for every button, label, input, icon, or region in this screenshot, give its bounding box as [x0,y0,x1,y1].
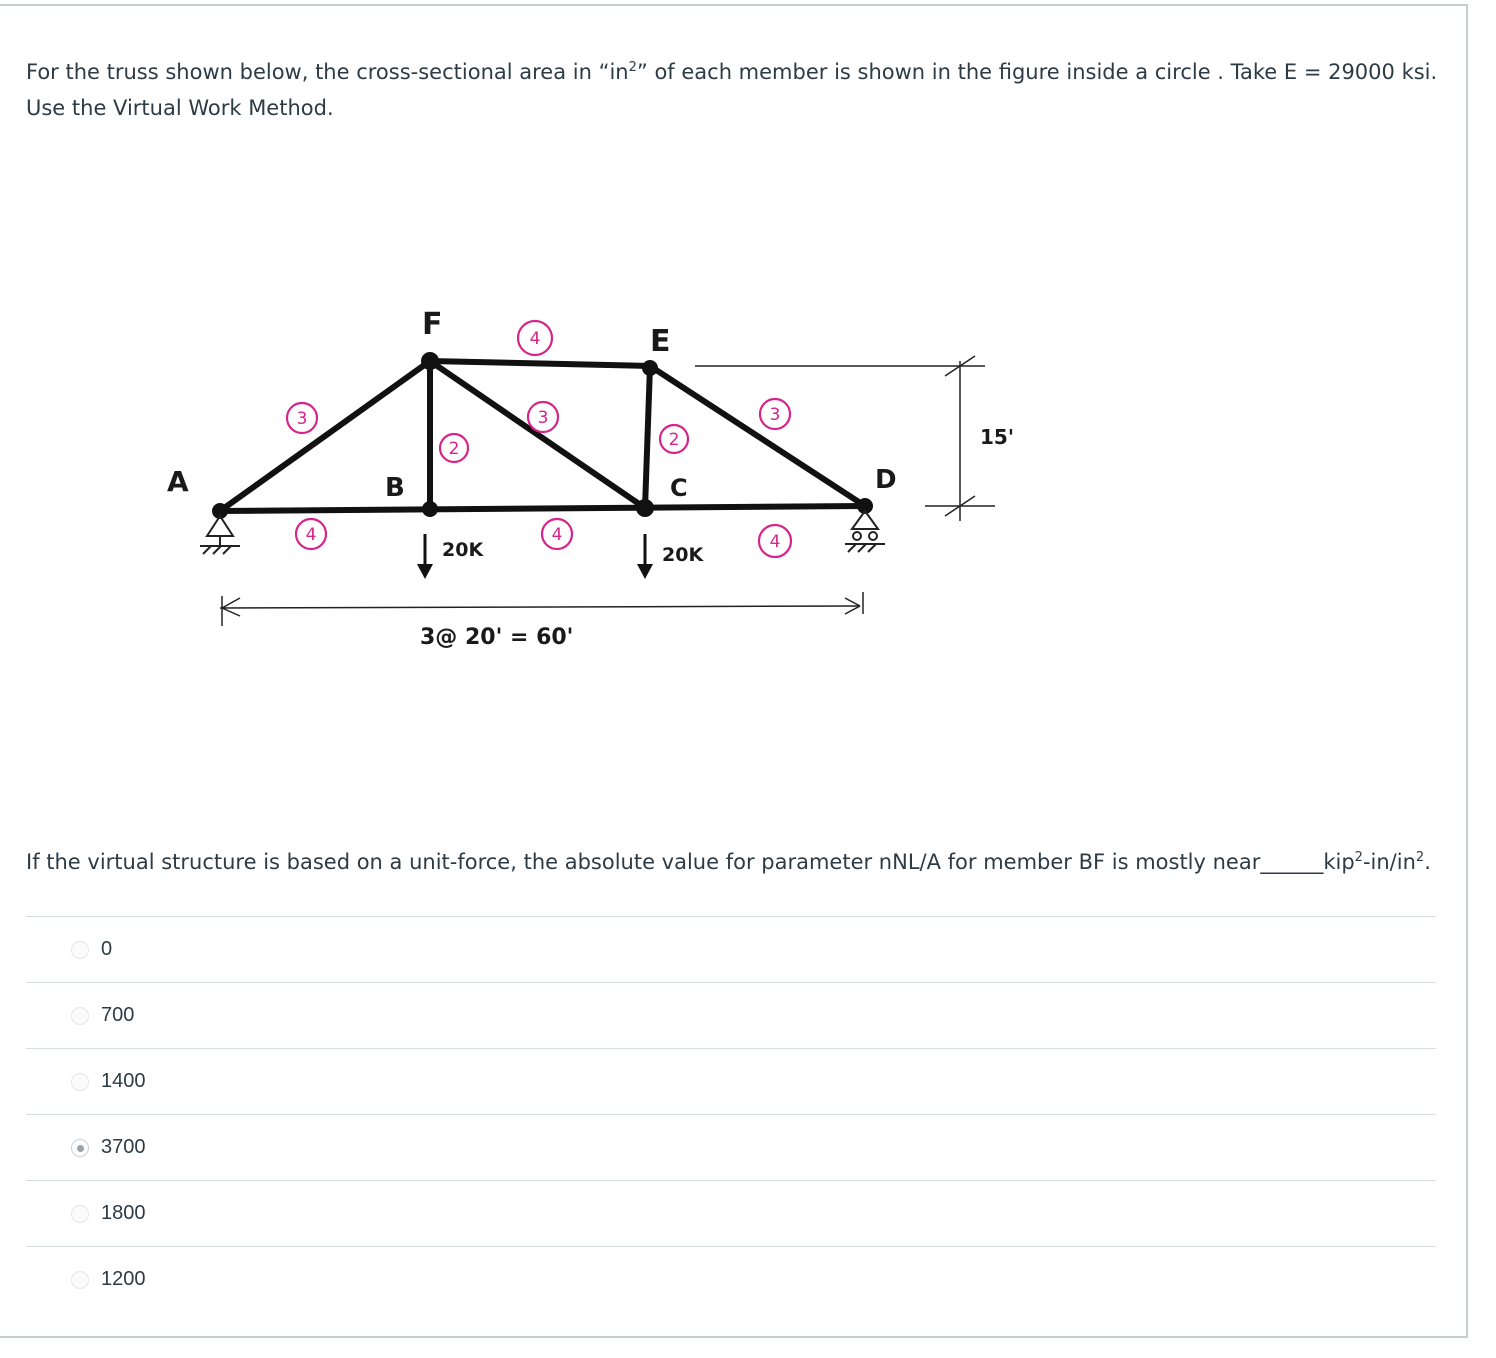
answer-label: 1200 [101,1268,146,1290]
support-d-icon [845,511,885,552]
sub-question-text [26,844,1466,880]
height-label: 15' [980,425,1014,449]
span-arrow-right-a [845,598,860,606]
load-c-arrow-icon [637,534,653,579]
node-label-d: D [875,465,897,495]
question-line-1-sup: 2 [628,60,637,75]
sub-question-sup-1: 2 [1354,850,1363,865]
member-ec [645,366,650,508]
area-fc: 3 [537,408,549,428]
radio-button[interactable] [71,1205,89,1223]
sub-question-post: . [1424,850,1431,874]
node-label-e: E [650,324,671,359]
span-arrow-right-b [845,606,860,614]
load-label-c: 20K [662,544,704,566]
joint-b [422,501,438,517]
answer-label: 1800 [101,1202,146,1224]
support-a-icon [200,516,240,554]
load-b-arrow-icon [417,534,433,579]
load-label-b: 20K [442,539,484,561]
member-bottom-chord [220,506,865,511]
answer-option-selected[interactable] [26,1114,1436,1180]
joint-e [642,360,658,376]
truss-figure [145,296,1015,666]
sub-question-sup-2: 2 [1415,850,1425,865]
radio-button[interactable] [71,1007,89,1025]
member-fc [430,361,645,508]
area-bc: 4 [551,525,563,545]
radio-button[interactable] [71,941,89,959]
joint-f [421,352,439,370]
question-line-1-pre: For the truss shown below, the cross-sectional area in “in [26,60,629,84]
area-ed: 3 [769,405,781,425]
area-cd: 4 [769,532,781,552]
question-line-1 [26,54,1446,90]
area-ec: 2 [668,430,680,450]
span-arrow-left-a [222,598,240,608]
member-fe [430,361,650,366]
sub-question-pre: If the virtual structure is based on a unit-force, the absolute value for parameter nNL/A for member BF is mostly near______kip [26,850,1355,874]
answer-label: 1400 [101,1070,146,1092]
span-arrow-left-b [222,608,240,616]
span-label: 3@ 20' = 60' [420,625,574,650]
answer-option[interactable] [26,1246,1436,1312]
node-label-b: B [385,473,405,503]
answer-label: 700 [101,1004,135,1026]
sub-question-mid: -in/in [1362,850,1416,874]
joint-c [636,499,654,517]
question-text [26,54,1446,126]
truss-members [220,361,865,511]
question-card [0,4,1468,1338]
radio-button[interactable] [71,1271,89,1289]
node-label-c: C [670,474,688,502]
question-line-1-post: ” of each member is shown in the figure inside a circle . Take E = 29000 ksi. [636,60,1438,84]
answer-option[interactable] [26,982,1436,1048]
radio-button[interactable] [71,1073,89,1091]
answer-option[interactable] [26,1180,1436,1246]
area-af: 3 [296,409,308,429]
node-label-a: A [167,465,189,498]
area-fe: 4 [529,329,541,349]
span-dim-line [220,606,860,608]
question-line-2: Use the Virtual Work Method. [26,96,334,120]
answer-label: 3700 [101,1136,146,1158]
area-ab: 4 [305,525,317,545]
radio-button-selected[interactable] [71,1139,89,1157]
answer-list [26,916,1436,1312]
answer-option[interactable] [26,916,1436,982]
node-label-f: F [422,307,443,342]
answer-option[interactable] [26,1048,1436,1114]
truss-diagram [145,296,1015,666]
area-bf: 2 [448,439,460,459]
answer-label: 0 [101,938,113,960]
